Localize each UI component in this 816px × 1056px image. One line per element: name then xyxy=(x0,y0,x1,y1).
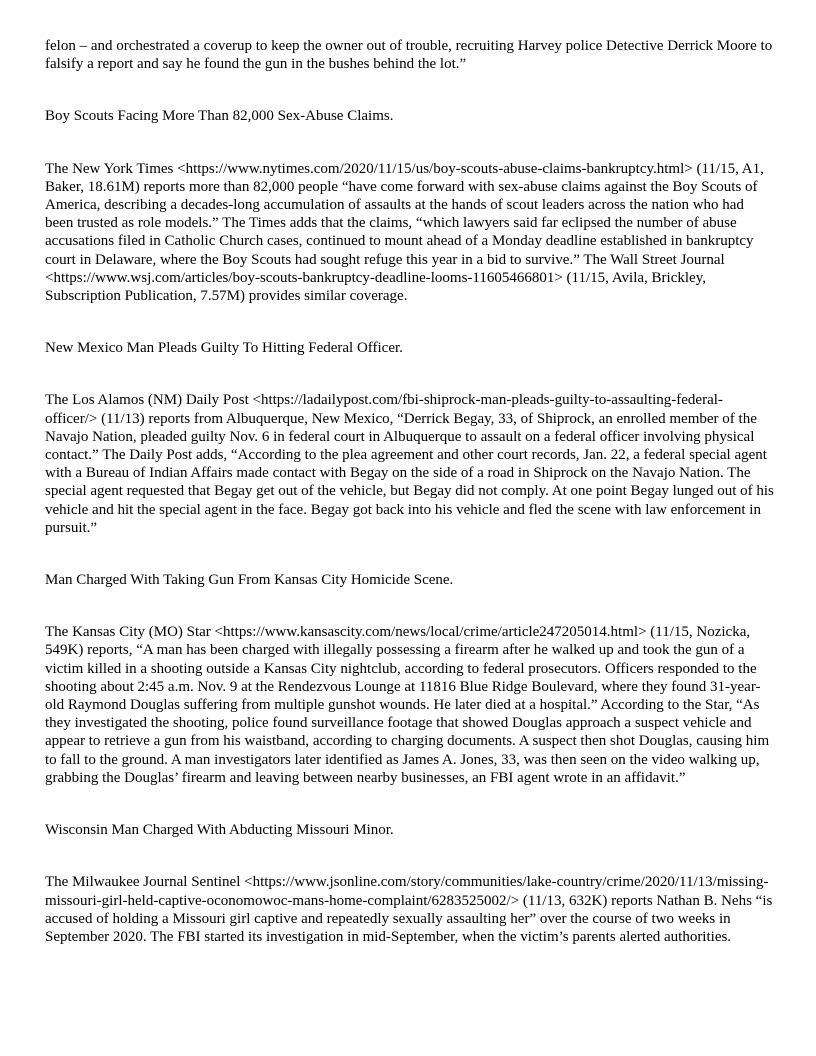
body-paragraph: felon – and orchestrated a coverup to keep the owner out of trouble, recruiting Harvey police Detective Derrick Moore to falsify a report and say he found the gun in the bushes behind the lot.” xyxy=(45,38,773,73)
paragraph-spacer xyxy=(45,126,775,160)
body-paragraph: The Kansas City (MO) Star <https://www.kansascity.com/news/local/crime/article247205014.html> (11/15, Nozicka, 549K) reports, “A man has been charged with illegally possessing a firearm after he walked up and took the gun of a victim killed in a shooting outside a Kansas City nightclub, according to federal prosecutors. Officers responded to the shooting about 2:45 a.m. Nov. 9 at the Rendezvous Lounge at 11816 Blue Ridge Boulevard, where they found 31-year-old Raymond Douglas suffering from multiple gunshot wounds. He later died at a hospital.” According to the Star, “As they investigated the shooting, police found surveillance footage that showed Douglas approach a suspect vehicle and appear to retrieve a gun from his waistband, according to charging documents. A suspect then shot Douglas, causing him to fall to the ground. A man investigators later identified as James A. Jones, 33, was then seen on the video walking up, grabbing the Douglas’ firearm and leaving between nearby businesses, an FBI agent wrote in an affidavit.” xyxy=(45,624,770,786)
paragraph-spacer xyxy=(45,787,775,821)
paragraph-spacer xyxy=(45,305,775,339)
paragraph-spacer xyxy=(45,73,775,107)
body-paragraph: The New York Times <https://www.nytimes.com/2020/11/15/us/boy-scouts-abuse-claims-bankruptcy.html> (11/15, A1, Baker, 18.61M) reports more than 82,000 people “have come forward with sex-abuse claims against the Boy Scouts of America, describing a decades-long accumulation of assaults at the hands of scout leaders across the nation who had been trusted as role models.” The Times adds that the claims, “which lawyers said far eclipsed the number of abuse accusations filed in Catholic Church cases, continued to mount ahead of a Monday deadline established in bankruptcy court in Delaware, where the Boy Scouts had sought refuge this year in a bid to survive.” The Wall Street Journal <https://www.wsj.com/articles/boy-scouts-bankruptcy-deadline-looms-11605466801> (11/15, Avila, Brickley, Subscription Publication, 7.57M) provides similar coverage. xyxy=(45,160,764,305)
paragraph-spacer xyxy=(45,589,775,623)
article-headline: Boy Scouts Facing More Than 82,000 Sex-Abuse Claims. xyxy=(45,108,394,125)
body-paragraph: The Milwaukee Journal Sentinel <https://www.jsonline.com/story/communities/lake-country/crime/2020/11/13/missing-missouri-girl-held-captive-oconomowoc-mans-home-complaint/6283525002/> (11/13, 632K) reports Nathan B. Nehs “is accused of holding a Missouri girl captive and repeatedly sexually assaulting her” over the course of two weeks in September 2020. The FBI started its investigation in mid-September, when the victim’s parents alerted authorities. xyxy=(45,874,773,945)
paragraph-spacer xyxy=(45,357,775,391)
body-paragraph: The Los Alamos (NM) Daily Post <https://ladailypost.com/fbi-shiprock-man-pleads-guilty-to-assaulting-federal-officer/> (11/13) reports from Albuquerque, New Mexico, “Derrick Begay, 33, of Shiprock, an enrolled member of the Navajo Nation, pleaded guilty Nov. 6 in federal court in Albuquerque to assault on a federal officer involving physical contact.” The Daily Post adds, “According to the plea agreement and other court records, Jan. 22, a federal special agent with a Bureau of Indian Affairs made contact with Begay on the side of a road in Shiprock on the Navajo Nation. The special agent requested that Begay get out of the vehicle, but Begay did not comply. At one point Begay lunged out of his vehicle and hit the special agent in the face. Begay got back into his vehicle and fled the scene with law enforcement in pursuit.” xyxy=(45,392,774,536)
paragraph-spacer xyxy=(45,537,775,571)
article-headline: New Mexico Man Pleads Guilty To Hitting Federal Officer. xyxy=(45,340,403,357)
article-headline: Wisconsin Man Charged With Abducting Missouri Minor. xyxy=(45,822,394,839)
paragraph-spacer xyxy=(45,839,775,873)
document-page xyxy=(45,37,775,946)
article-headline: Man Charged With Taking Gun From Kansas City Homicide Scene. xyxy=(45,572,454,589)
